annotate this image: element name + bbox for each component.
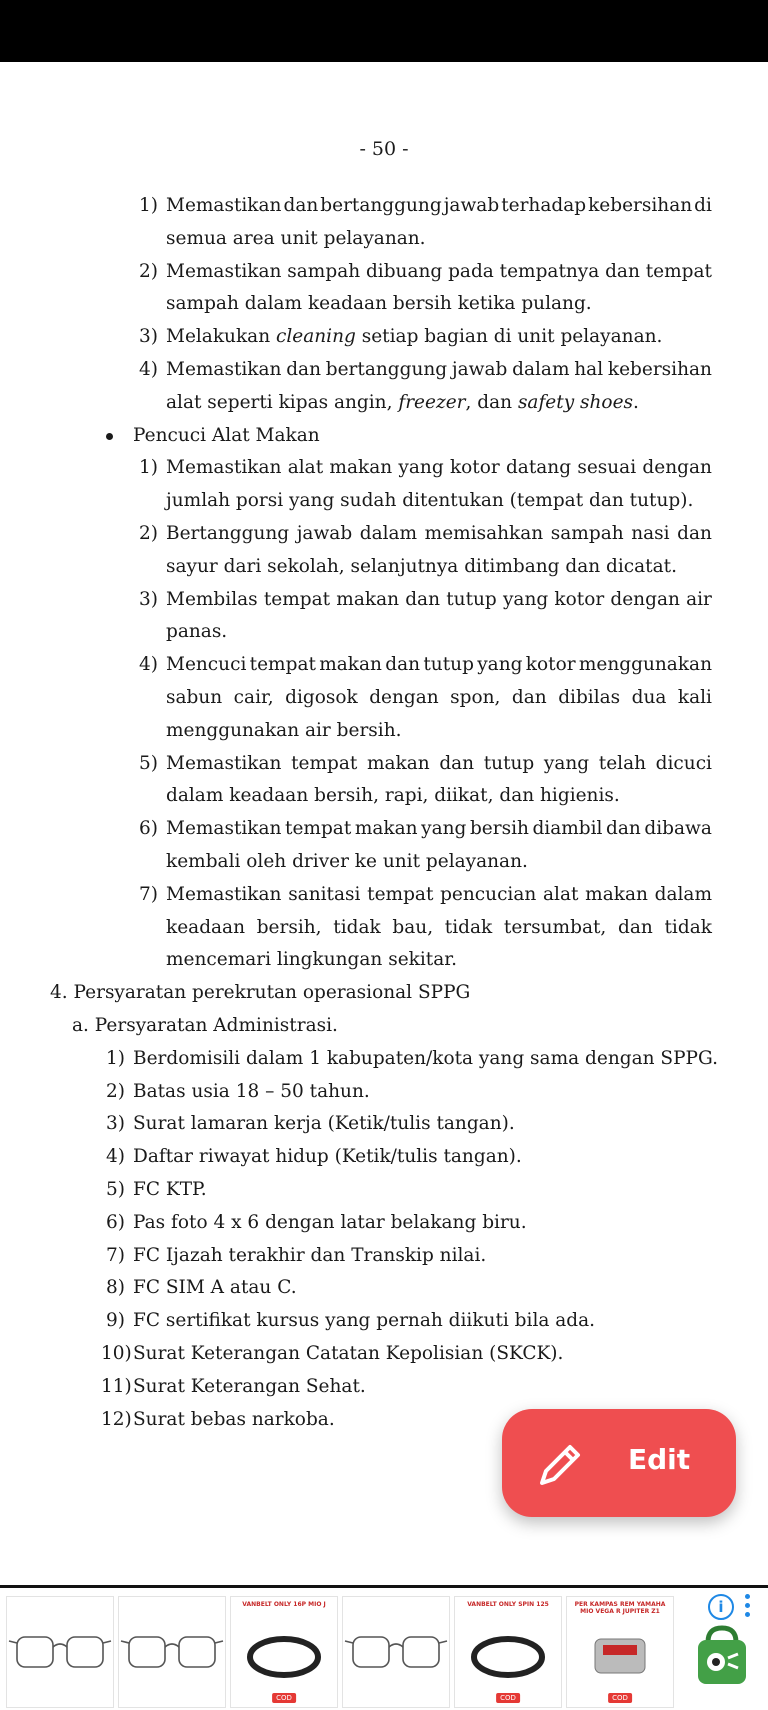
list-item-line: Memastikan sanitasi tempat pencucian alat makan dalam	[166, 883, 712, 905]
edit-button-label: Edit	[628, 1443, 691, 1476]
ad-caption: PER KAMPAS REM YAMAHA MIO VEGA R JUPITER Z1	[574, 1601, 666, 1615]
list-item-line: Memastikan sampah dibuang pada tempatnya dan tempat	[166, 260, 712, 282]
list-item-line: jumlah porsi yang sudah ditentukan (tempat dan tutup).	[166, 490, 694, 512]
cod-badge: COD	[496, 1693, 520, 1703]
list-number: 3)	[106, 1113, 125, 1135]
list-item-line: Berdomisili dalam 1 kabupaten/kota yang sama dengan SPPG.	[133, 1047, 718, 1069]
status-bar	[0, 0, 768, 62]
list-number: 4)	[106, 1146, 125, 1168]
list-item-line: Surat Keterangan Sehat.	[133, 1375, 366, 1397]
shopping-bag-icon[interactable]	[694, 1624, 750, 1686]
bullet-dot	[106, 433, 113, 440]
list-item-line: FC SIM A atau C.	[133, 1277, 297, 1299]
list-item-line: dalam keadaan bersih, rapi, diikat, dan higienis.	[166, 785, 620, 807]
list-item-line: Pas foto 4 x 6 dengan latar belakang biru.	[133, 1211, 527, 1233]
ad-caption: VANBELT ONLY 16P MIO J	[242, 1601, 326, 1608]
pencil-icon	[534, 1439, 586, 1491]
ad-banner[interactable]	[0, 1585, 768, 1710]
list-number: 1)	[106, 1047, 125, 1069]
cod-badge: COD	[272, 1693, 296, 1703]
list-item-line: mencemari lingkungan sekitar.	[166, 949, 457, 971]
list-number: 6)	[106, 1211, 125, 1233]
list-item-line: Surat Keterangan Catatan Kepolisian (SKCK).	[133, 1343, 564, 1364]
list-item-line: Batas usia 18 – 50 tahun.	[133, 1080, 370, 1102]
list-number: 2)	[139, 260, 158, 282]
list-number: 10)	[101, 1343, 132, 1364]
list-item-line: alat seperti kipas angin, freezer, dan safety shoes.	[166, 391, 639, 413]
edit-button[interactable]	[502, 1409, 736, 1517]
eyeglasses-icon	[343, 1597, 449, 1707]
list-item-line: kembali oleh driver ke unit pelayanan.	[166, 851, 528, 872]
list-item-line: Memastikan alat makan yang kotor datang sesuai dengan	[166, 457, 712, 479]
list-item-line: keadaan bersih, tidak bau, tidak tersumbat, dan tidak	[166, 916, 712, 938]
list-item-line: Mencuci tempat makan dan tutup yang kotor menggunakan	[166, 654, 712, 676]
list-item-line: FC Ijazah terakhir dan Transkip nilai.	[133, 1244, 487, 1266]
document-page	[0, 62, 768, 1582]
list-item-line: Membilas tempat makan dan tutup yang kotor dengan air	[166, 588, 712, 610]
list-item-line: Memastikan dan bertanggung jawab terhadap kebersihan di	[166, 195, 712, 216]
list-item-line: menggunakan air bersih.	[166, 719, 402, 741]
list-item-line: Memastikan tempat makan yang bersih diambil dan dibawa	[166, 818, 712, 840]
list-number: 9)	[106, 1310, 125, 1332]
list-item-line: Pencuci Alat Makan	[133, 424, 320, 446]
list-item-line: Memastikan tempat makan dan tutup yang telah dicuci	[166, 752, 712, 774]
list-number: 2)	[139, 523, 158, 544]
list-number: 7)	[139, 883, 158, 905]
list-item-line: sabun cair, digosok dengan spon, dan dibilas dua kali	[166, 687, 712, 708]
list-number: 3)	[139, 588, 158, 610]
list-item-line: Bertanggung jawab dalam memisahkan sampah nasi dan	[166, 523, 712, 544]
list-number: 11)	[101, 1375, 132, 1397]
ad-product-tile[interactable]	[566, 1596, 674, 1708]
list-number: 1)	[139, 195, 158, 216]
list-item-line: panas.	[166, 621, 228, 643]
cod-badge: COD	[608, 1693, 632, 1703]
ad-product-tile[interactable]	[342, 1596, 450, 1708]
page-number: - 50 -	[359, 138, 409, 160]
more-options-icon[interactable]	[745, 1594, 751, 1620]
ad-product-tile[interactable]	[6, 1596, 114, 1708]
list-item-line: a. Persyaratan Administrasi.	[72, 1015, 338, 1036]
ad-product-tile[interactable]	[230, 1596, 338, 1708]
eyeglasses-icon	[7, 1597, 113, 1707]
list-number: 3)	[139, 326, 158, 348]
list-number: 1)	[139, 457, 158, 479]
list-number: 5)	[139, 752, 158, 774]
list-number: 2)	[106, 1080, 125, 1102]
drive-belt-icon	[455, 1597, 561, 1707]
list-item-line: FC sertifikat kursus yang pernah diikuti bila ada.	[133, 1310, 596, 1332]
list-number: 4)	[139, 359, 158, 380]
list-item-line: 4. Persyaratan perekrutan operasional SPPG	[50, 982, 471, 1004]
list-item-line: Memastikan dan bertanggung jawab dalam hal kebersihan	[166, 359, 712, 380]
list-number: 12)	[101, 1408, 132, 1430]
info-icon[interactable]: i	[708, 1594, 734, 1620]
list-number: 7)	[106, 1244, 125, 1266]
list-item-line: Surat lamaran kerja (Ketik/tulis tangan).	[133, 1113, 515, 1135]
eyeglasses-icon	[119, 1597, 225, 1707]
list-number: 8)	[106, 1277, 125, 1299]
ad-product-tile[interactable]	[118, 1596, 226, 1708]
list-item-line: sayur dari sekolah, selanjutnya ditimbang dan dicatat.	[166, 555, 677, 577]
list-item-line: sampah dalam keadaan bersih ketika pulang.	[166, 293, 592, 315]
list-item-line: Melakukan cleaning setiap bagian di unit pelayanan.	[166, 326, 663, 348]
list-item-line: Daftar riwayat hidup (Ketik/tulis tangan).	[133, 1146, 522, 1168]
list-number: 4)	[139, 654, 158, 676]
list-item-line: FC KTP.	[133, 1179, 207, 1200]
list-number: 5)	[106, 1179, 125, 1200]
ad-caption: VANBELT ONLY SPIN 125	[467, 1601, 549, 1608]
drive-belt-icon	[231, 1597, 337, 1707]
list-item-line: semua area unit pelayanan.	[166, 227, 426, 249]
list-item-line: Surat bebas narkoba.	[133, 1408, 335, 1430]
ad-product-tile[interactable]	[454, 1596, 562, 1708]
list-number: 6)	[139, 818, 158, 840]
